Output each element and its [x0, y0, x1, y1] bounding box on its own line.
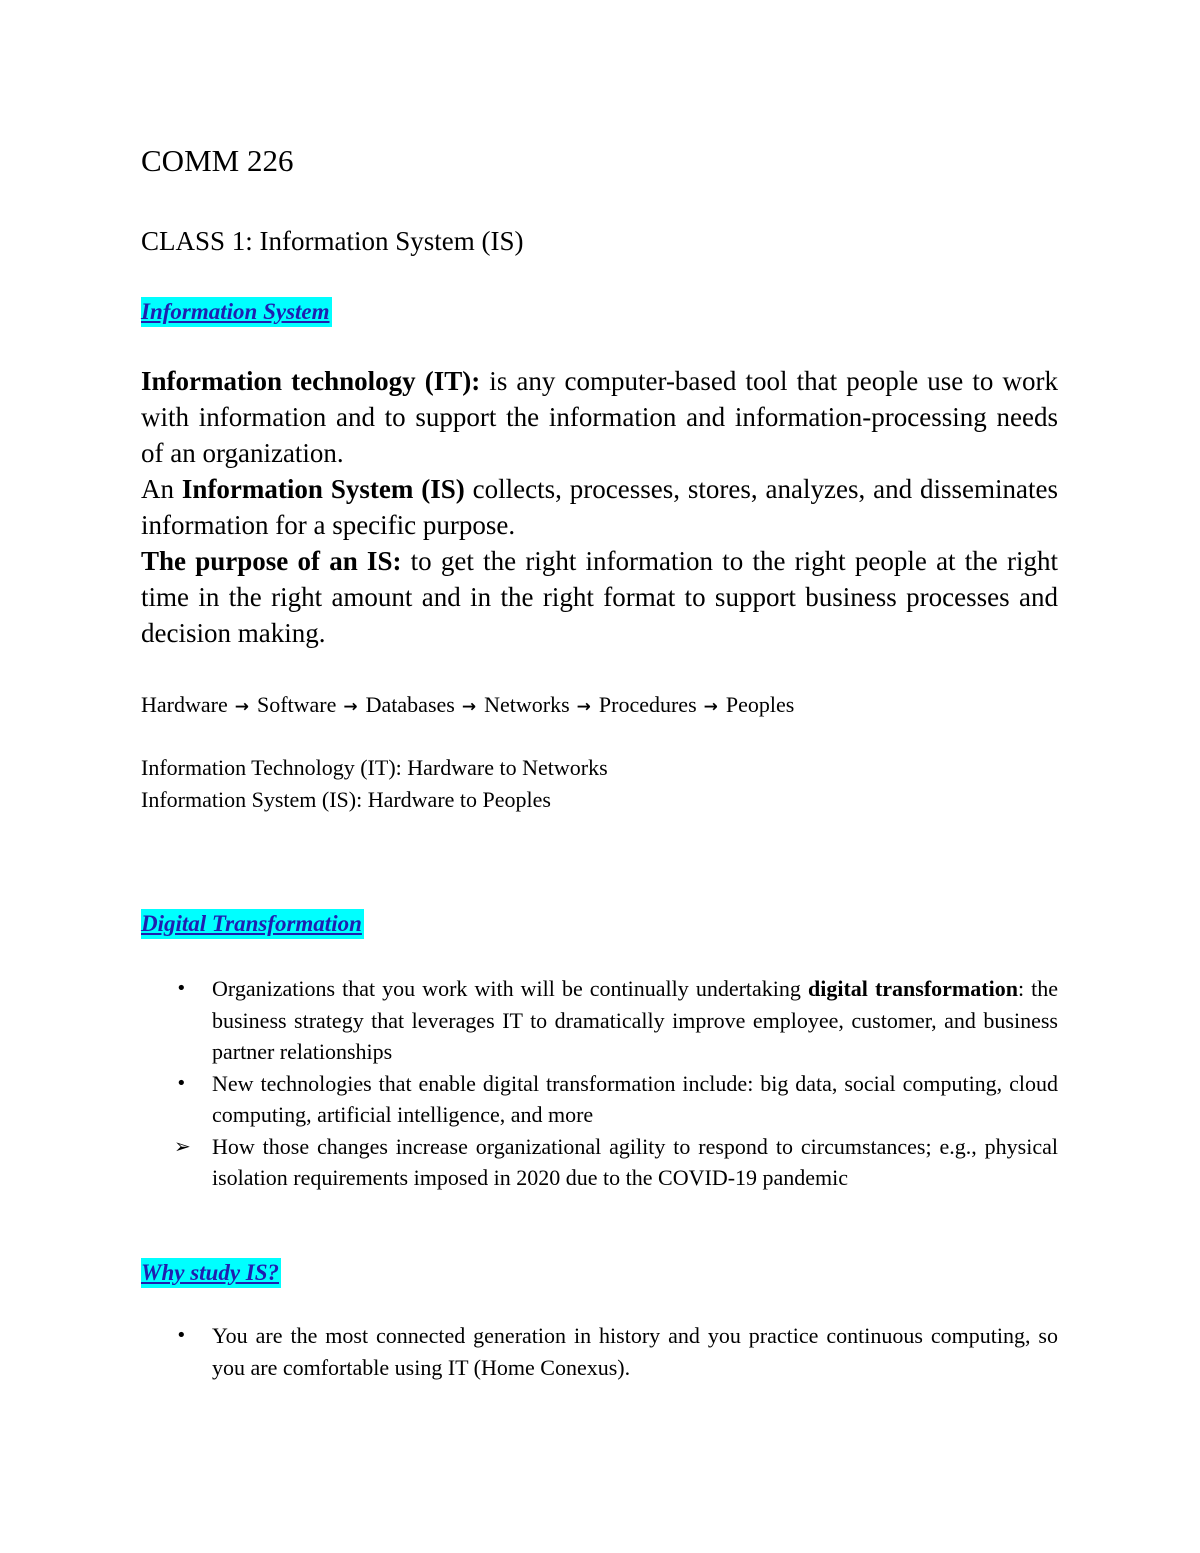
arrow-right-icon: → — [234, 697, 249, 717]
bullet-icon: • — [176, 978, 187, 999]
it-definition-paragraph — [141, 363, 1058, 471]
it-definition-text: is any computer-based tool that people use to work with information and to support the information and information-processing needs of an organization. — [141, 366, 1058, 468]
is-purpose-term: The purpose of an IS: — [141, 546, 402, 576]
class-title: CLASS 1: Information System (IS) — [141, 226, 524, 256]
list-item — [141, 973, 1058, 1068]
section-heading-information-system: Information System — [141, 297, 332, 327]
it-scope-line: Information Technology (IT): Hardware to Networks — [141, 755, 608, 780]
digital-transformation-list — [141, 973, 1058, 1194]
list-item-text-part: : the business strategy that leverages IT to dramatically improve employee, customer, and business partner relationships — [212, 976, 1058, 1064]
section-heading-digital-transformation: Digital Transformation — [141, 909, 364, 939]
bullet-icon: • — [176, 1072, 187, 1094]
course-title: COMM 226 — [141, 143, 294, 178]
list-item-text-part: Organizations that you work with will be continually undertaking — [212, 976, 808, 1001]
chain-item: Networks — [484, 692, 570, 717]
why-study-is-list — [141, 1320, 1058, 1383]
intro-paragraphs — [141, 363, 1058, 651]
arrow-right-icon: → — [343, 697, 358, 717]
is-definition-paragraph — [141, 471, 1058, 543]
is-term: Information System (IS) — [181, 474, 465, 504]
arrow-right-icon: → — [461, 697, 477, 717]
scope-definitions — [141, 752, 608, 816]
chain-item: Software — [256, 692, 337, 717]
list-item-text: New technologies that enable digital transformation include: big data, social computing, cloud computing, artificial intelligence, and more — [212, 1070, 1058, 1127]
is-purpose-paragraph — [141, 543, 1058, 651]
component-chain — [141, 689, 794, 723]
digital-transformation-term: digital transformation — [807, 976, 1018, 1001]
list-item-text: How those changes increase organizational agility to respond to circumstances; e.g., physical isolation requirements imposed in 2020 due to the COVID-19 pandemic — [212, 1133, 1058, 1190]
list-item — [141, 1320, 1058, 1383]
list-item — [141, 1131, 1058, 1194]
is-purpose-text: to get the right information to the right people at the right time in the right amount and in the right format to support business processes and decision making. — [141, 546, 1058, 648]
arrow-right-icon: → — [703, 697, 718, 717]
is-definition-text: collects, processes, stores, analyzes, and disseminates information for a specific purpose. — [141, 474, 1059, 540]
arrowhead-bullet-icon: ➢ — [174, 1133, 191, 1158]
it-term: Information technology (IT): — [141, 366, 481, 396]
is-definition-prefix: An — [141, 474, 182, 504]
arrow-right-icon: → — [576, 697, 591, 717]
bullet-icon: • — [176, 1325, 187, 1346]
chain-item: Peoples — [725, 692, 795, 717]
is-scope-line: Information System (IS): Hardware to Peoples — [141, 787, 551, 812]
section-heading-why-study-is: Why study IS? — [141, 1258, 281, 1288]
list-item — [141, 1068, 1058, 1131]
chain-item: Procedures — [598, 692, 697, 717]
list-item-text: You are the most connected generation in history and you practice continuous computing, so you are comfortable using IT (Home Conexus). — [212, 1323, 1058, 1380]
list-item-text — [212, 973, 1058, 1068]
chain-item: Databases — [365, 692, 455, 717]
chain-item: Hardware — [141, 692, 228, 717]
